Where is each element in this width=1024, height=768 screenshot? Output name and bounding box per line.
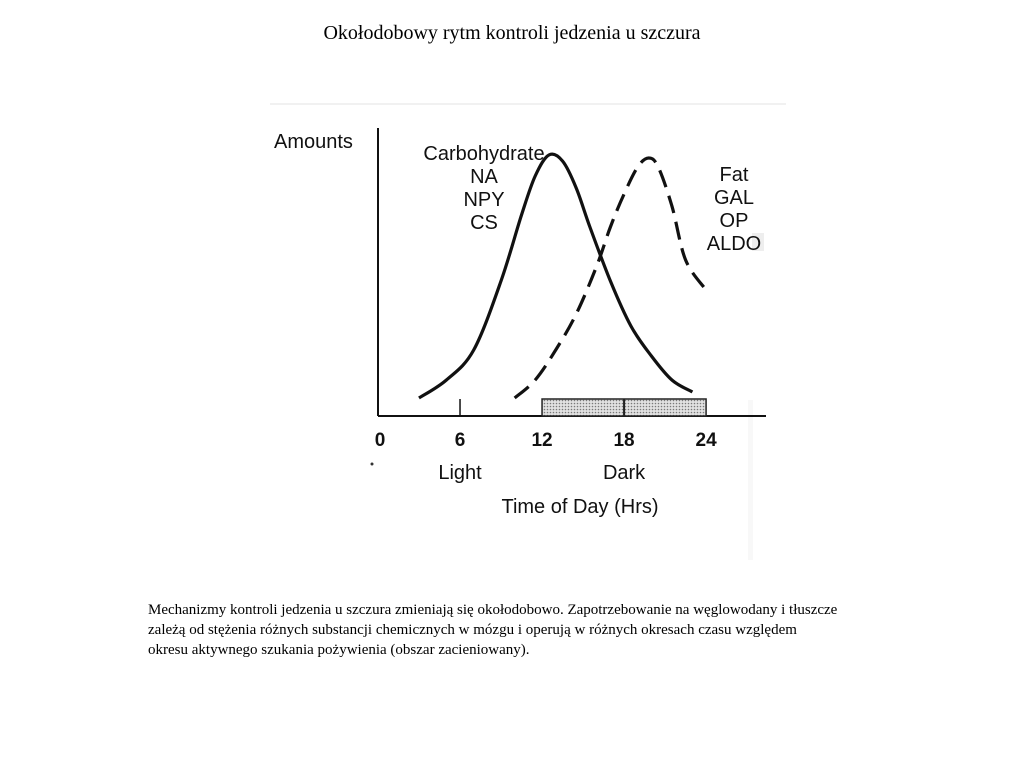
series-label-na: NA xyxy=(470,166,498,188)
series-label-aldo: ALDO xyxy=(706,233,762,255)
labels-layer xyxy=(274,131,761,518)
series-label-npy: NPY xyxy=(463,189,505,211)
x-tick-label-6: 6 xyxy=(454,430,466,451)
slide-title: Okołodobowy rytm kontroli jedzenia u szczura xyxy=(323,22,701,44)
caption-line-2: zależą od stężenia różnych substancji chemicznych w mózgu i operują w różnych okresach czasu względem xyxy=(148,622,797,638)
scan-dot xyxy=(371,463,374,466)
series-line-carbohydrate xyxy=(419,154,692,398)
period-label-dark: Dark xyxy=(602,462,646,484)
x-tick-label-18: 18 xyxy=(613,430,635,451)
series-label-fat: Fat xyxy=(719,164,749,186)
period-label-light: Light xyxy=(438,462,482,484)
dark-period-bar xyxy=(542,399,706,416)
x-tick-label-12: 12 xyxy=(531,430,553,451)
series-label-op: OP xyxy=(719,210,749,232)
x-axis-label: Time of Day (Hrs) xyxy=(501,496,659,518)
figure-caption xyxy=(148,600,948,660)
y-axis-label: Amounts xyxy=(274,131,353,153)
caption-line-1: Mechanizmy kontroli jedzenia u szczura zmieniają się okołodobowo. Zapotrzebowanie na węglowodany i tłuszcze xyxy=(148,602,838,618)
series-label-gal: GAL xyxy=(713,187,755,209)
scan-background xyxy=(270,103,786,560)
x-tick-label-24: 24 xyxy=(695,430,717,451)
caption-line-3: okresu aktywnego szukania pożywienia (obszar zacieniowany). xyxy=(148,642,530,658)
x-tick-label-0: 0 xyxy=(374,430,386,451)
series-label-cs: CS xyxy=(470,212,498,234)
series-label-carbohydrate: Carbohydrate xyxy=(423,143,545,165)
series-layer xyxy=(419,154,706,398)
